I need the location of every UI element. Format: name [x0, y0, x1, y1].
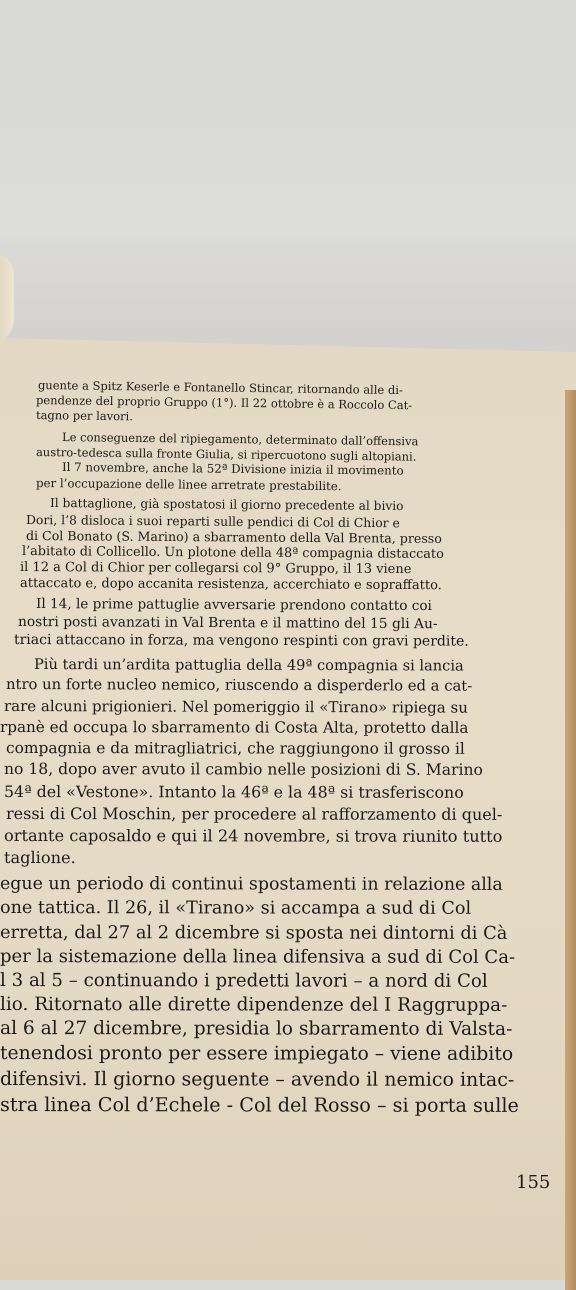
text-line: tagno per lavori.	[35, 408, 134, 424]
text-line: Le conseguenze del ripiegamento, determinato dall’offensiva	[61, 430, 419, 449]
text-line: per la sistemazione della linea difensiva a sud di Col Ca-	[0, 946, 516, 968]
page-curl	[0, 250, 14, 345]
text-line: ortante caposaldo e qui il 24 novembre, si trova riunito tutto	[3, 826, 503, 846]
text-line: di Col Bonato (S. Marino) a sbarramento della Val Brenta, presso	[25, 528, 442, 546]
text-line: triaci attaccano in forza, ma vengono respinti con gravi perdite.	[13, 632, 469, 650]
text-line: taglione.	[3, 848, 76, 868]
text-line: erretta, dal 27 al 2 dicembre si sposta nei dintorni di Cà	[0, 922, 508, 944]
text-line: l 3 al 5 – continuando i predetti lavori – a nord di Col	[0, 970, 488, 992]
text-line: no 18, dopo aver avuto il cambio nelle posizioni di S. Marino	[3, 760, 483, 779]
text-line: attaccato e, dopo accanita resistenza, accerchiato e sopraffatto.	[19, 576, 442, 594]
text-line: Il battaglione, già spostatosi il giorno precedente al bivio	[49, 496, 404, 514]
text-line: Più tardi un’ardita pattuglia della 49ª compagnia si lancia	[33, 656, 464, 675]
text-line: rare alcuni prigionieri. Nel pomeriggio il «Tirano» ripiega su	[3, 697, 468, 717]
text-line: l’abitato di Collicello. Un plotone della 48ª compagnia distaccato	[21, 544, 444, 562]
text-line: rpanè ed occupa lo sbarramento di Costa Alta, protetto dalla	[0, 718, 469, 737]
text-line: pendenze del proprio Gruppo (1°). Il 22 ottobre è a Roccolo Cat-	[35, 393, 413, 413]
text-line: lio. Ritornato alle dirette dipendenze del I Raggruppa-	[0, 994, 508, 1016]
text-line: ressi di Col Moschin, per procedere al rafforzamento di quel-	[5, 804, 503, 824]
text-line: guente a Spitz Keserle e Fontanello Stincar, ritornando alle di-	[37, 378, 403, 398]
text-line: austro-tedesca sulla fronte Giulia, si ripercuotono sugli altopiani.	[35, 445, 417, 464]
text-line: stra linea Col d’Echele - Col del Rosso – si porta sulle	[0, 1093, 519, 1117]
book-edge	[565, 390, 576, 1290]
page-number: 155	[516, 1172, 551, 1193]
text-line: Il 7 novembre, anche la 52ª Divisione inizia il movimento	[61, 460, 404, 478]
text-line: Dori, l’8 disloca i suoi reparti sulle pendici di Col di Chior e	[25, 512, 400, 531]
text-line: ntro un forte nucleo nemico, riuscendo a disperderlo ed a cat-	[5, 676, 473, 695]
text-line: difensivi. Il giorno seguente – avendo il nemico intac-	[0, 1068, 515, 1091]
text-line: il 12 a Col di Chior per collegarsi col 9° Gruppo, il 13 viene	[19, 560, 412, 578]
text-line: al 6 al 27 dicembre, presidia lo sbarramento di Valsta-	[0, 1018, 513, 1040]
text-line: egue un periodo di continui spostamenti in relazione alla	[0, 874, 503, 895]
text-line: per l’occupazione delle linee arretrate prestabilite.	[35, 476, 342, 494]
text-line: tenendosi pronto per essere impiegato – viene adibito	[0, 1043, 514, 1065]
text-line: Il 14, le prime pattuglie avversarie prendono contatto coi	[35, 596, 432, 615]
text-line: 54ª del «Vestone». Intanto la 46ª e la 48ª si trasferiscono	[3, 782, 464, 802]
text-line: compagnia e da mitragliatrici, che raggiungono il grosso il	[5, 739, 465, 758]
text-line: nostri posti avanzati in Val Brenta e il mattino del 15 gli Au-	[17, 614, 438, 633]
text-line: one tattica. Il 26, il «Tirano» si accampa a sud di Col	[0, 898, 472, 919]
